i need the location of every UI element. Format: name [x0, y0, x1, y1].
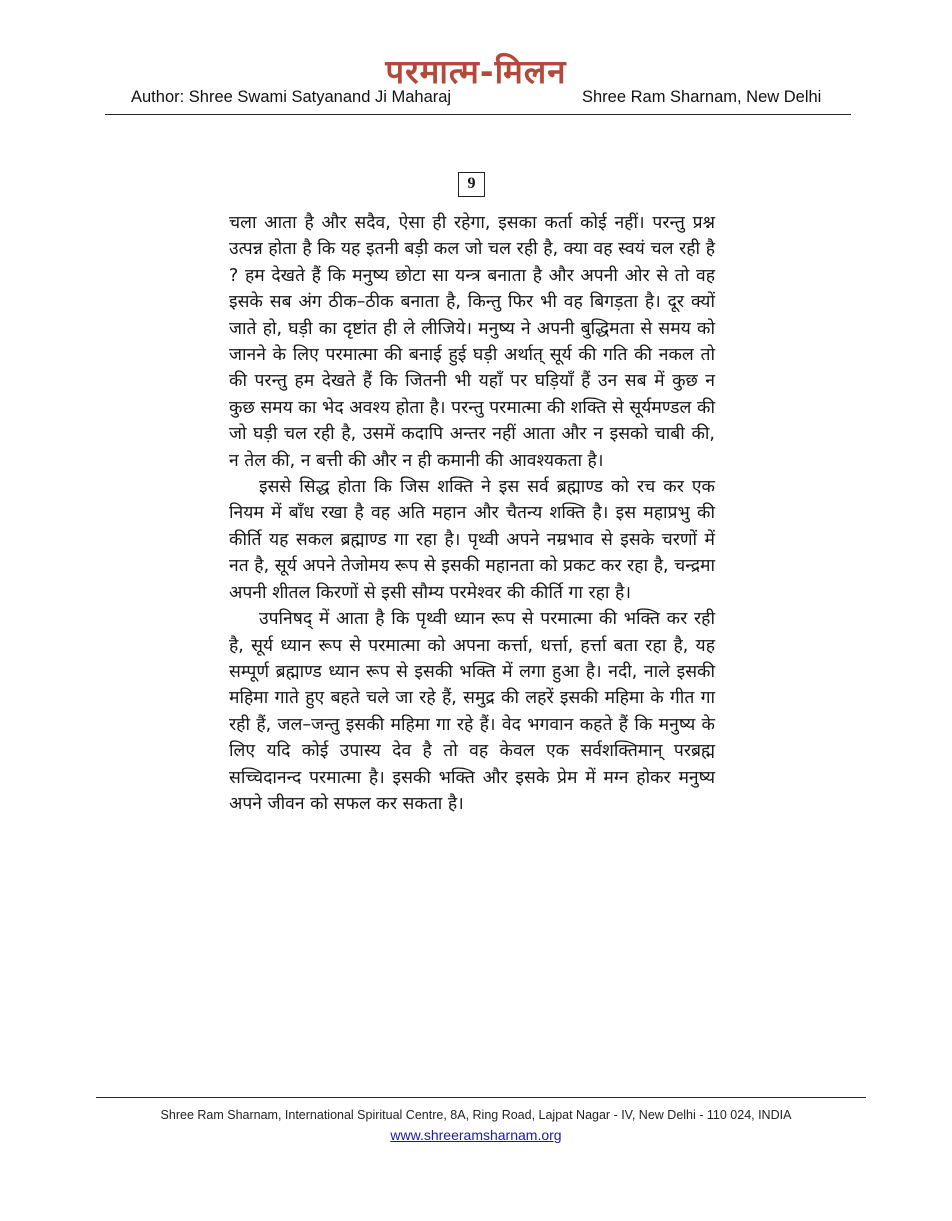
- page-number: 9: [458, 172, 485, 197]
- body-text: [229, 210, 715, 817]
- footer-divider: [96, 1097, 866, 1098]
- author-line: Author: Shree Swami Satyanand Ji Maharaj: [131, 88, 452, 106]
- footer-address: Shree Ram Sharnam, International Spiritual Centre, 8A, Ring Road, Lajpat Nagar - IV, New Delhi - 110 024, INDIA: [160, 1108, 792, 1122]
- paragraph-2: इससे सिद्ध होता कि जिस शक्ति ने इस सर्व ब्रह्माण्ड को रच कर एक नियम में बाँध रखा है वह अति महान और चैतन्य शक्ति है। इस महाप्रभु की कीर्ति यह सकल ब्रह्माण्ड गा रहा है। पृथ्वी अपने नम्रभाव से इसके चरणों में नत है, सूर्य अपने तेजोमय रूप से इसकी महानता को प्रकट कर रहा है, चन्द्रमा अपनी शीतल किरणों से इसी सौम्य परमेश्वर की कीर्ति गा रहा है।: [229, 477, 715, 603]
- paragraph-1: चला आता है और सदैव, ऐसा ही रहेगा, इसका कर्ता कोई नहीं। परन्तु प्रश्न उत्पन्न होता है कि यह इतनी बड़ी कल जो चल रही है, क्या वह स्वयं चल रही है ? हम देखते हैं कि मनुष्य छोटा सा यन्त्र बनाता है और अपनी ओर से तो वह इसके सब अंग ठीक–ठीक बनाता है, किन्तु फिर भी वह बिगड़ता है। दूर क्यों जाते हो, घड़ी का दृष्टांत ही ले लीजिये। मनुष्य ने अपनी बुद्धिमता से समय को जानने के लिए परमात्मा की बनाई हुई घड़ी अर्थात् सूर्य की गति की नकल तो की परन्तु हम देखते हैं कि जितनी भी यहाँ पर घड़ियाँ हैं उन सब में कुछ न कुछ समय का भेद अवश्य होता है। परन्तु परमात्मा की शक्ति से सूर्यमण्डल की जो घड़ी चल रही है, उसमें कदापि अन्तर नहीं आता और न इसको चाबी की, न तेल की, न बत्ती की और न ही कमानी की आवश्यकता है।: [229, 213, 715, 471]
- book-title: परमात्म-मिलन: [385, 52, 567, 91]
- publisher-line: Shree Ram Sharnam, New Delhi: [582, 88, 822, 106]
- paragraph-3: उपनिषद् में आता है कि पृथ्वी ध्यान रूप से परमात्मा की भक्ति कर रही है, सूर्य ध्यान रूप से परमात्मा को अपना कर्त्ता, धर्त्ता, हर्त्ता बता रहा है, यह सम्पूर्ण ब्रह्माण्ड ध्यान रूप से इसकी भक्ति में लगा हुआ है। नदी, नाले इसकी महिमा गाते हुए बहते चले जा रहे हैं, समुद्र की लहरें इसकी महिमा के गीत गा रही हैं, जल–जन्तु इसकी महिमा गा रहे हैं। वेद भगवान कहते हैं कि मनुष्य के लिए यदि कोई उपास्य देव है तो वह केवल एक सर्वशक्तिमान् परब्रह्म सच्चिदानन्द परमात्मा है। इसकी भक्ति और इसके प्रेम में मग्न होकर मनुष्य अपने जीवन को सफल कर सकता है।: [229, 609, 715, 814]
- website-link[interactable]: www.shreeramsharnam.org: [390, 1127, 562, 1143]
- header-divider: [105, 114, 851, 115]
